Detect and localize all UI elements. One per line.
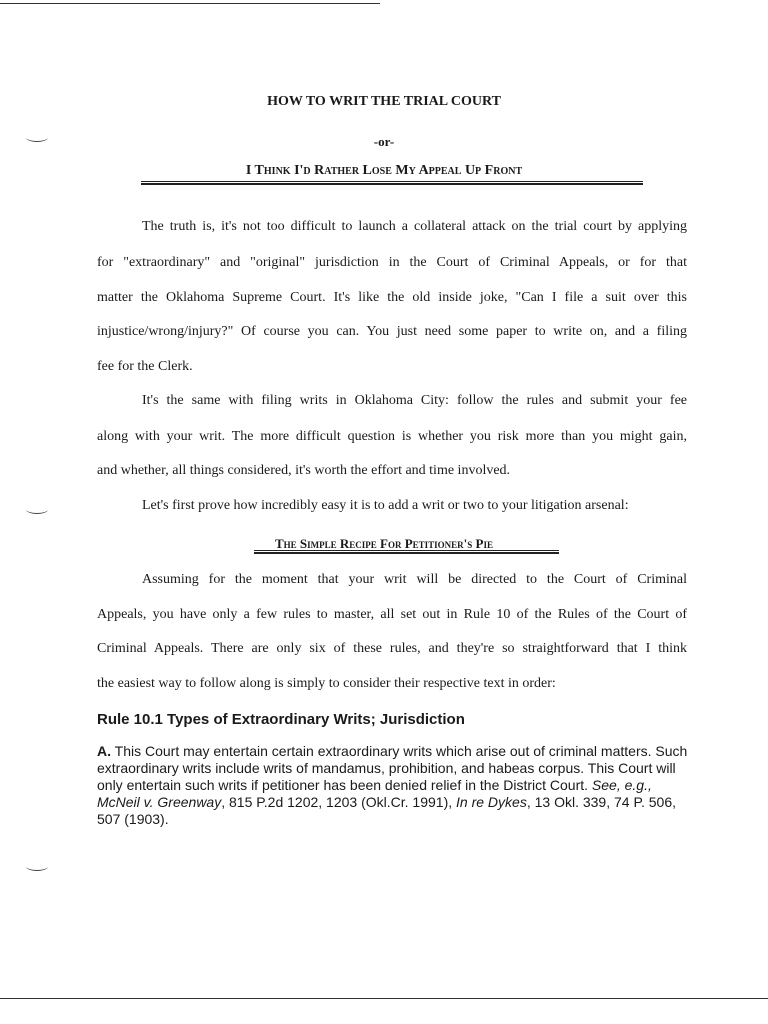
top-edge-line [0,3,380,4]
margin-mark [26,862,48,871]
section-line: the easiest way to follow along is simply to consider their respective text in order: [97,676,556,691]
subtitle-underline [141,181,643,185]
quote-text: , 815 P.2d 1202, 1203 (Okl.Cr. 1991), [221,794,457,810]
paragraph-line: fee for the Clerk. [97,359,193,374]
quote-label: A. [97,743,111,759]
rule-quote [97,743,692,828]
paragraph-line: along with your writ. The more difficult question is whether you risk more than you might gain, [97,429,687,444]
bottom-edge-line [0,998,768,999]
section-heading: The Simple Recipe For Petitioner's Pie [274,536,493,551]
rule-heading: Rule 10.1 Types of Extraordinary Writs; Jurisdiction [97,711,465,728]
document-title: HOW TO WRIT THE TRIAL COURT [267,94,501,109]
section-line: Assuming for the moment that your writ will be directed to the Court of Criminal [142,572,687,587]
citation-dykes: In re Dykes [456,794,527,810]
paragraph-line: and whether, all things considered, it's worth the effort and time involved. [97,463,511,478]
document-subtitle: I Think I'd Rather Lose My Appeal Up Front [245,163,523,178]
paragraph-line: matter the Oklahoma Supreme Court. It's like the old inside joke, "Can I file a suit over this [97,290,687,305]
paragraph-line: It's the same with filing writs in Oklahoma City: follow the rules and submit your fee [142,393,687,408]
paragraph-line: The truth is, it's not too difficult to launch a collateral attack on the trial court by applying [142,219,687,234]
citation-mcneil: See, e.g., McNeil v. Greenway [97,777,652,810]
section-underline [254,550,559,554]
quote-text: This Court may entertain certain extraordinary writs which arise out of criminal matters. Such extraordinary writs include writs of mandamus, prohibition, and habeas corpus. This Court will only entertain such writs if petitioner has been denied relief in the District Court. [97,743,688,793]
or-separator: -or- [373,134,395,149]
section-line: Criminal Appeals. There are only six of these rules, and they're so straightforward that I think [97,641,687,656]
margin-mark [26,505,48,514]
quote-text: , 13 Okl. 339, 74 P. 506, 507 (1903). [97,794,677,827]
paragraph-line: Let's first prove how incredibly easy it is to add a writ or two to your litigation arsenal: [142,498,629,513]
paragraph-line: for "extraordinary" and "original" jurisdiction in the Court of Criminal Appeals, or for that [97,255,687,270]
section-line: Appeals, you have only a few rules to master, all set out in Rule 10 of the Rules of the Court of [97,607,687,622]
paragraph-line: injustice/wrong/injury?" Of course you can. You just need some paper to write on, and a filing [97,324,687,339]
